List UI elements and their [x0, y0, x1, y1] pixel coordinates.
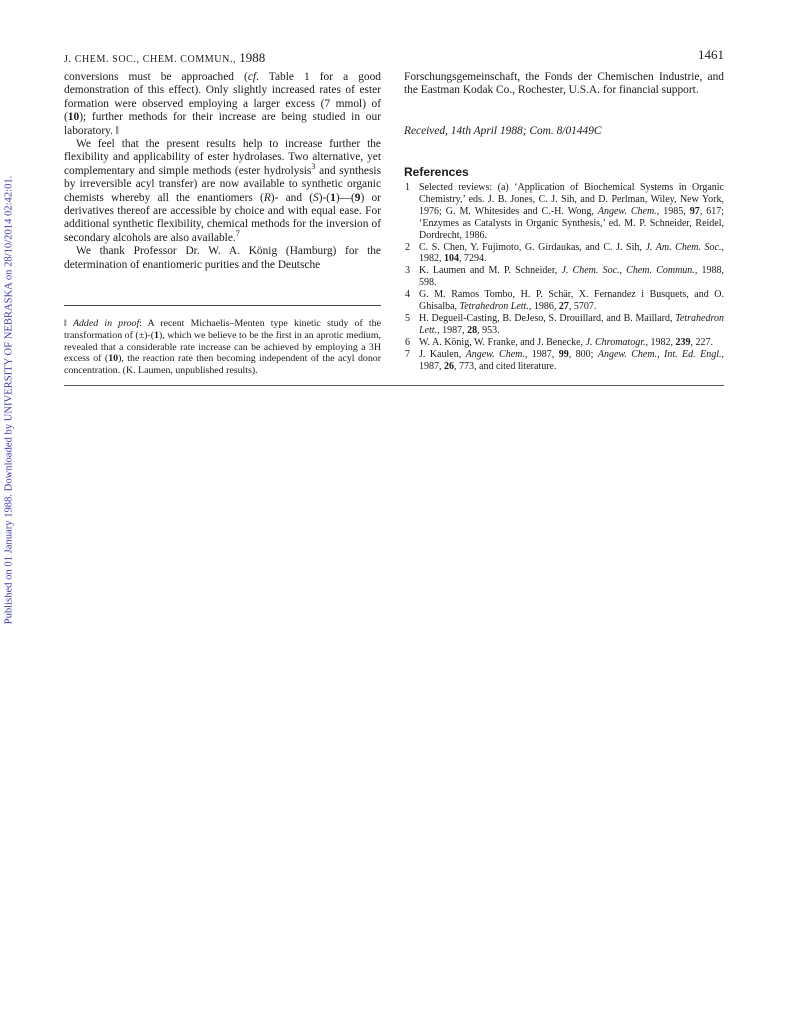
reference-item [404, 349, 724, 373]
reference-item [404, 182, 724, 242]
reference-number: 2 [405, 241, 410, 253]
reference-number: 1 [405, 182, 410, 193]
acknowledgement-continuation: Forschungsgemeinschaft, the Fonds der Chemischen Industrie, and the Eastman Kodak Co., Rochester, U.S.A. for financial support. [404, 71, 724, 97]
paragraph: We feel that the present results help to increase further the flexibility and applicability of ester hydrolases. Two alternative, yet complementary and simple methods (ester hydrolysis$^3$ and synthesis by irreversible acyl transfer) are now available to synthetic organic chemists whereby all the enantiomers (R)- and (S)-(1)—(9) or derivatives thereof are accessible by choice and with equal ease. For additional synthetic flexibility, chemical methods for the inversion of secondary alcohols are also available.$^7$ [64, 138, 381, 244]
reference-number: 6 [405, 336, 410, 348]
acknowledgement-paragraph: We thank Professor Dr. W. A. König (Hamburg) for the determination of enantiomeric purities and the Deutsche [64, 245, 381, 271]
references-list [404, 182, 724, 373]
journal-name: J. CHEM. SOC., CHEM. COMMUN., [64, 54, 240, 65]
left-column [64, 71, 381, 272]
reference-text: K. Laumen and M. P. Schneider, J. Chem. Soc., Chem. Commun., 1988, 598. [419, 265, 724, 289]
reference-number: 7 [405, 348, 410, 360]
reference-number: 4 [405, 289, 410, 301]
reference-item [404, 242, 724, 266]
reference-item [404, 289, 724, 313]
running-head [64, 50, 265, 66]
paragraph: conversions must be approached (cf. Table 1 for a good demonstration of this effect). Only slightly increased rates of ester formation were observed employing a larger excess (7 mmol) of (10); further methods for their increase are being studied in our laboratory. ‖ [64, 71, 381, 137]
received-date: Received, 14th April 1988; Com. 8/01449C [404, 125, 602, 137]
references-heading: References [404, 165, 469, 179]
reference-number: 5 [405, 312, 410, 324]
reference-text: C. S. Chen, Y. Fujimoto, G. Girdaukas, and C. J. Sih, J. Am. Chem. Soc., 1982, 104, 7294. [419, 241, 724, 265]
bottom-divider [64, 385, 724, 386]
footnote-added-in-proof: ‖ Added in proof: A recent Michaelis–Menten type kinetic study of the transformation of (±)-(1), which we believe to be the first in an aprotic medium, revealed that a considerable rate increase can be achieved by employing a 3H excess of (10), the reaction rate then becoming independent of the acyl donor concentration. (K. Laumen, unpublished results). [64, 318, 382, 377]
reference-text: G. M. Ramos Tombo, H. P. Schär, X. Fernandez i Busquets, and O. Ghisalba, Tetrahedron Lett., 1986, 27, 5707. [419, 289, 724, 313]
reference-item [404, 313, 724, 337]
reference-number: 3 [405, 265, 410, 277]
reference-item [404, 265, 724, 289]
footnote-divider [64, 305, 381, 306]
right-column [404, 71, 724, 98]
reference-text: J. Kaulen, Angew. Chem., 1987, 99, 800; Angew. Chem., Int. Ed. Engl., 1987, 26, 773, and cited literature. [419, 348, 724, 372]
page-number: 1461 [698, 47, 724, 62]
reference-item [404, 337, 724, 349]
download-watermark [2, 160, 16, 640]
reference-text: Selected reviews: (a) ‘Application of Biochemical Systems in Organic Chemistry,’ eds. J. B. Jones, C. J. Sih, and D. Perlman, Wiley, New York, 1976; G. M. Whitesides and C.-H. Wong, Angew. Chem., 1985, 97, 617; ‘Enzymes as Catalysts in Organic Synthesis,’ ed. M. P. Schneider, Reidel, Dordrecht, 1986. [419, 182, 725, 241]
journal-year: 1988 [239, 50, 266, 65]
download-watermark-text: Published on 01 January 1988. Downloaded by UNIVERSITY OF NEBRASKA on 28/10/2014 02:42:01. [3, 175, 15, 625]
reference-text: H. Degueil-Casting, B. DeJeso, S. Drouillard, and B. Maillard, Tetrahedron Lett., 1987, 28, 953. [419, 312, 724, 336]
reference-text: W. A. König, W. Franke, and J. Benecke, J. Chromatogr., 1982, 239, 227. [419, 336, 713, 348]
